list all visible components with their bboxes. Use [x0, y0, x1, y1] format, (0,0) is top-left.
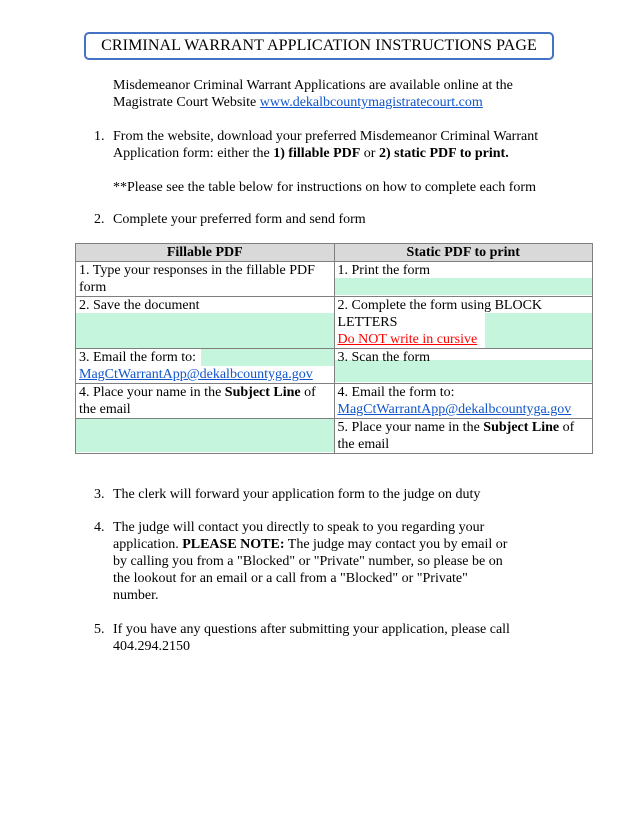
- static-step-2-text: 2. Complete the form using BLOCK LETTERS: [337, 298, 543, 330]
- header-fillable-pdf: Fillable PDF: [76, 244, 335, 262]
- step-5-number: 5.: [94, 622, 105, 637]
- step-1-line-1: From the website, download your preferred Misdemeanor Criminal Warrant: [113, 129, 539, 144]
- step-4-rest: The judge may contact you by email or: [284, 537, 508, 552]
- step-2-number: 2.: [94, 212, 105, 227]
- fillable-step-4-prefix: 4. Place your name in the: [79, 385, 225, 400]
- fillable-step-3-text: 3. Email the form to:: [79, 350, 197, 365]
- form-field-highlight: [76, 419, 334, 452]
- static-step-4-text: 4. Email the form to:: [337, 385, 455, 400]
- static-email-link[interactable]: MagCtWarrantApp@dekalbcountyga.gov: [337, 402, 572, 417]
- static-step-3-text: 3. Scan the form: [337, 350, 431, 365]
- table-row: [76, 262, 593, 297]
- please-note-label: PLEASE NOTE:: [182, 537, 285, 552]
- step-4-line-3: by calling you from a "Blocked" or "Private" number, so please be on: [113, 554, 503, 569]
- fillable-step-1: [76, 262, 335, 297]
- step-3-text: The clerk will forward your application form to the judge on duty: [113, 487, 481, 502]
- form-field-highlight: [201, 349, 334, 366]
- step-1-or: or: [360, 146, 379, 161]
- table-header-row: [76, 244, 593, 262]
- step-1-line-2: [113, 145, 509, 162]
- intro-line-1: Misdemeanor Criminal Warrant Applications are available online at the: [113, 78, 513, 93]
- header-static-pdf: Static PDF to print: [334, 244, 593, 262]
- contact-phone-number: 404.294.2150: [113, 639, 190, 654]
- fillable-step-3: [76, 349, 335, 384]
- fillable-step-1-text: 1. Type your responses in the fillable PDF form: [79, 263, 315, 295]
- table-row: [76, 297, 593, 349]
- static-step-4: [334, 384, 593, 419]
- fillable-step-4: [76, 384, 335, 419]
- instructions-table: [75, 243, 593, 454]
- step-1-prefix: Application form: either the: [113, 146, 274, 161]
- step-4-line-4: the lookout for an email or a call from a "Blocked" or "Private": [113, 571, 468, 586]
- step-3-number: 3.: [94, 487, 105, 502]
- static-step-1-text: 1. Print the form: [337, 263, 431, 278]
- form-field-highlight: [485, 313, 593, 348]
- fillable-subject-line: Subject Line: [224, 385, 301, 400]
- cursive-warning: Do NOT write in cursive: [337, 332, 478, 347]
- step-5-line-1: If you have any questions after submitting your application, please call: [113, 622, 510, 637]
- fillable-step-5-empty: [76, 419, 335, 454]
- static-step-2: [334, 297, 593, 349]
- table-row: [76, 384, 593, 419]
- intro-line-2: [113, 94, 483, 111]
- option-static-pdf: 2) static PDF to print.: [378, 146, 509, 161]
- static-step-1: [334, 262, 593, 297]
- static-step-5-suffix: of the email: [337, 420, 575, 452]
- fillable-step-2: [76, 297, 335, 349]
- step-4-prefix: application.: [113, 537, 183, 552]
- fillable-step-2-text: 2. Save the document: [79, 298, 200, 313]
- static-step-3: [334, 349, 593, 384]
- step-4-line-5: number.: [113, 588, 159, 603]
- table-row: [76, 419, 593, 454]
- step-2-text: Complete your preferred form and send form: [113, 212, 366, 227]
- static-subject-line: Subject Line: [483, 420, 560, 435]
- table-row: [76, 349, 593, 384]
- step-4-line-2: [113, 536, 507, 553]
- fillable-email-link[interactable]: MagCtWarrantApp@dekalbcountyga.gov: [79, 367, 313, 382]
- fillable-step-4-suffix: of the email: [79, 385, 316, 417]
- step-1-note: **Please see the table below for instructions on how to complete each form: [113, 180, 536, 195]
- step-1-number: 1.: [94, 129, 105, 144]
- step-4-line-1: The judge will contact you directly to speak to you regarding your: [113, 520, 485, 535]
- form-field-highlight: [335, 278, 593, 295]
- static-step-5: [334, 419, 593, 454]
- step-4-number: 4.: [94, 520, 105, 535]
- intro-website-label: Magistrate Court Website: [113, 95, 260, 110]
- static-step-5-prefix: 5. Place your name in the: [337, 420, 484, 435]
- page-title: CRIMINAL WARRANT APPLICATION INSTRUCTIONS PAGE: [84, 32, 554, 60]
- option-fillable-pdf: 1) fillable PDF: [273, 146, 361, 161]
- magistrate-court-website-link[interactable]: www.dekalbcountymagistratecourt.com: [259, 95, 483, 110]
- form-field-highlight: [76, 313, 334, 348]
